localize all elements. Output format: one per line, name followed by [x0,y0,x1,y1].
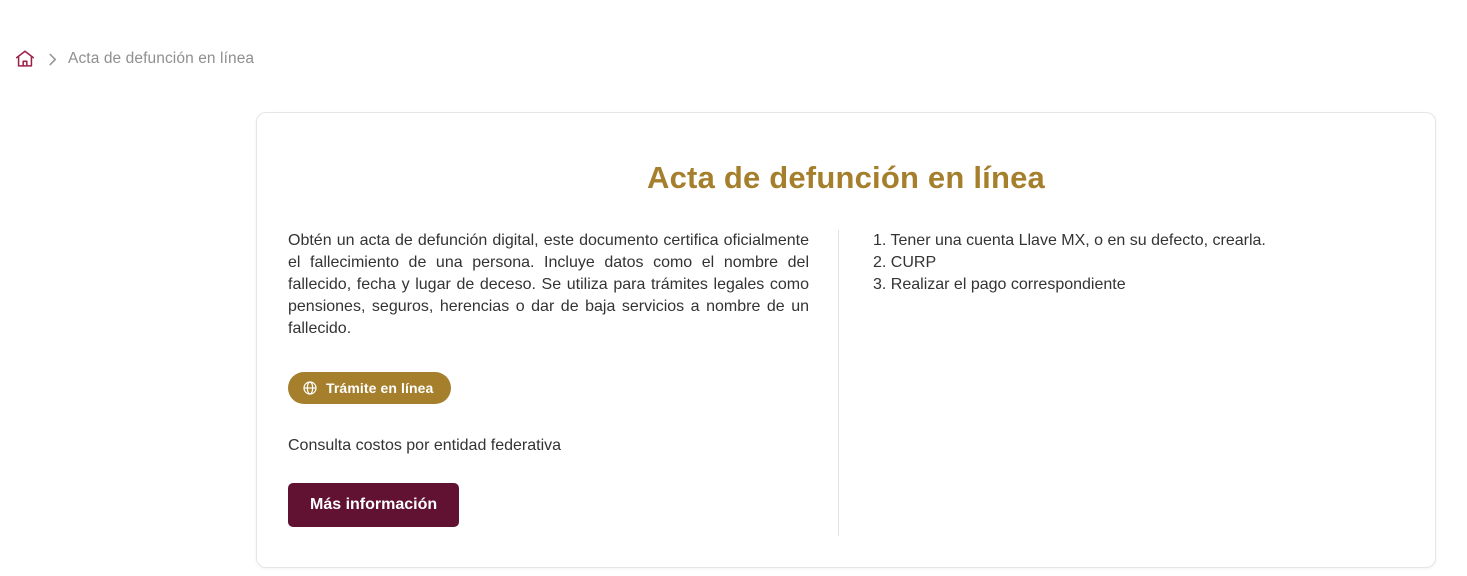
service-description: Obtén un acta de defunción digital, este documento certifica oficialmente el fallecimiento de una persona. Incluye datos como el nombre del fallecido, fecha y lugar de deceso. Se utiliza para trámites legales como pensiones, seguros, herencias o dar de baja servicios a nombre de un fallecido. [288,232,809,337]
list-item: 3. Realizar el pago correspondiente [873,276,1126,293]
more-info-button[interactable]: Más información [288,483,459,527]
card-content [257,230,1435,536]
globe-icon [302,380,318,396]
list-item: 2. CURP [873,254,937,271]
requirements-list [873,230,1405,296]
service-card [256,112,1436,568]
page-title: Acta de defunción en línea [647,160,1045,195]
list-item: 1. Tener una cuenta Llave MX, o en su defecto, crearla. [873,232,1266,249]
home-icon[interactable] [14,48,36,70]
breadcrumb-current: Acta de defunción en línea [68,50,255,67]
card-right-column [839,230,1405,536]
card-left-column [288,230,839,536]
chevron-right-icon [46,52,58,66]
online-procedure-button[interactable] [288,372,451,404]
breadcrumb [0,0,1467,74]
costs-text: Consulta costos por entidad federativa [288,437,562,454]
online-procedure-label: Trámite en línea [326,380,434,396]
